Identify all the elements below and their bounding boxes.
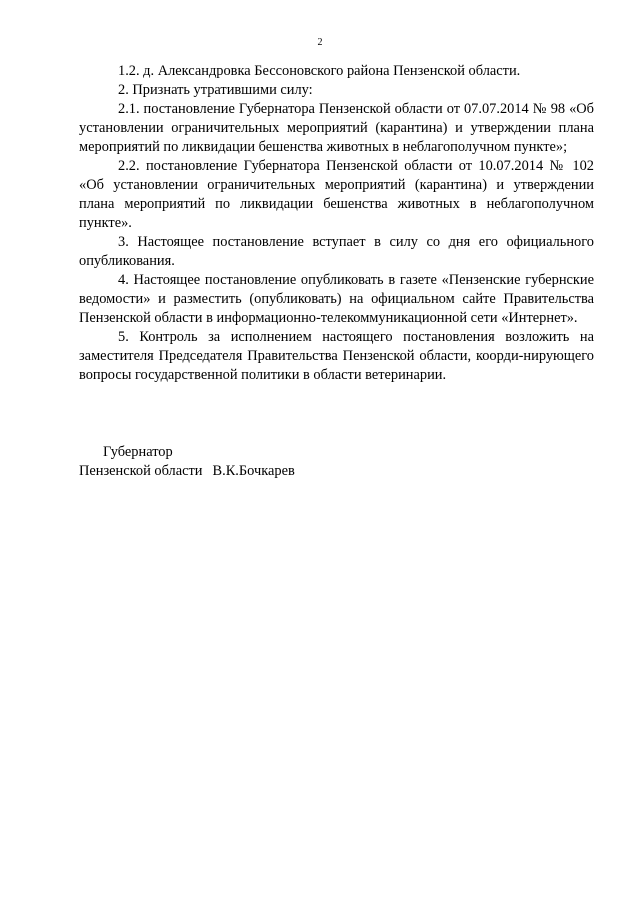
paragraph-3: 3. Настоящее постановление вступает в силу со дня его официального опубликования. bbox=[79, 234, 594, 269]
signature-line bbox=[79, 462, 295, 481]
signature-title: Губернатор bbox=[103, 444, 173, 460]
paragraph-1-2: 1.2. д. Александровка Бессоновского района Пензенской области. bbox=[118, 63, 521, 79]
signature-block bbox=[79, 443, 295, 481]
signature-region: Пензенской области bbox=[79, 463, 203, 479]
document-body bbox=[79, 62, 594, 385]
paragraph-2: 2. Признать утратившими силу: bbox=[118, 82, 313, 98]
paragraph-2-1: 2.1. постановление Губернатора Пензенской области от 07.07.2014 № 98 «Об установлении ограничительных мероприятий (карантина) и утверждении плана мероприятий по ликвидации бешенства животных в неблагополучном пункте»; bbox=[79, 101, 594, 155]
page-number: 2 bbox=[317, 37, 323, 48]
paragraph-4: 4. Настоящее постановление опубликовать в газете «Пензенские губернские ведомости» и разместить (опубликовать) на официальном сайте Правительства Пензенской области в информационно-телекоммуникационной сети «Интернет». bbox=[79, 272, 594, 326]
signature-name: В.К.Бочкарев bbox=[212, 463, 295, 479]
paragraph-5: 5. Контроль за исполнением настоящего постановления возложить на заместителя Председателя Правительства Пензенской области, коорди-нирующего вопросы государственной политики в области ветеринарии. bbox=[79, 329, 594, 383]
paragraph-2-2: 2.2. постановление Губернатора Пензенской области от 10.07.2014 № 102 «Об установлении ограничительных мероприятий (карантина) и утверждении плана мероприятий по ликвидации бешенства животных в неблагополучном пункте». bbox=[79, 158, 594, 231]
